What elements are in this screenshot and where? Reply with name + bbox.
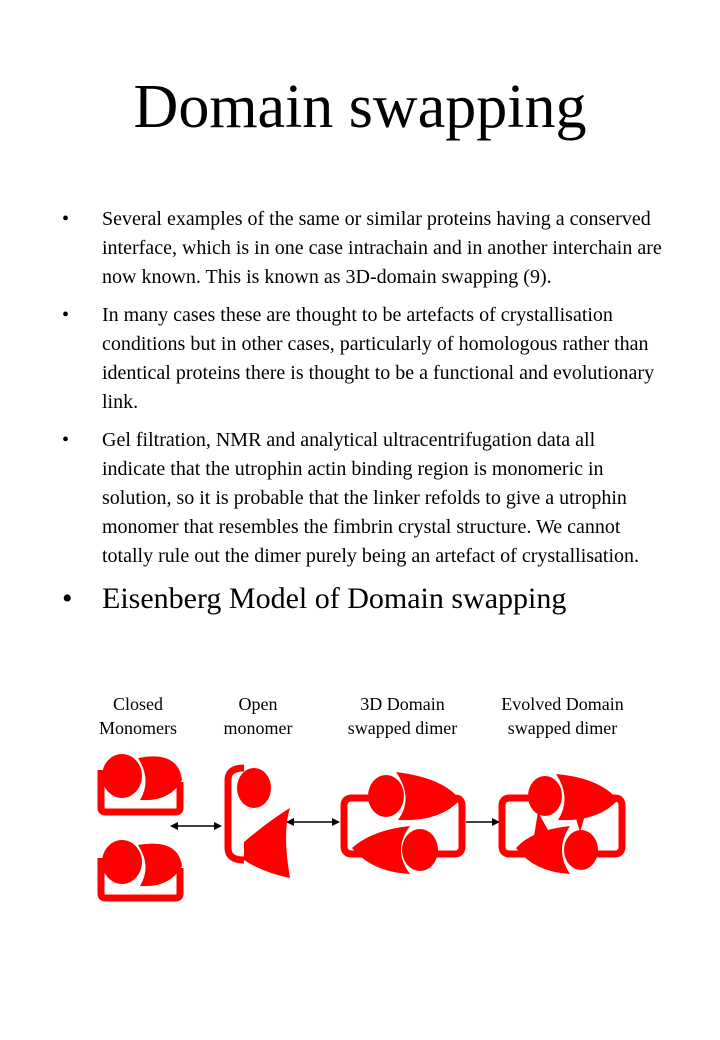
equilibrium-arrow [170,822,222,830]
bullet-item [62,205,662,292]
open-monomer [228,768,290,878]
caption-line: 3D Domain [360,694,445,714]
equilibrium-arrow [286,818,340,826]
caption-line: monomer [223,718,293,738]
bullet-item [62,301,662,417]
subheading-text: Eisenberg Model of Domain swapping [102,582,567,615]
caption-line: swapped dimer [347,718,458,738]
page-title: Domain swapping [133,73,587,141]
caption-closed-monomers [78,692,198,740]
bullet-dot: • [62,429,70,451]
closed-monomer-top [101,754,182,812]
caption-line: Evolved Domain [501,694,624,714]
subheading-item [62,580,662,618]
bullet-text: Several examples of the same or similar proteins having a conserved interface, which is in one case intrachain and in another interchain are now known. This is known as 3D-domain swapping (9). [102,208,662,288]
bullet-list [62,205,662,627]
caption-open-monomer [198,692,318,740]
bullet-dot: • [62,582,73,615]
caption-line: Monomers [99,718,177,738]
caption-line: Open [238,694,278,714]
bullet-item [62,426,662,571]
caption-3d-domain-swapped-dimer [330,692,475,740]
caption-line: swapped dimer [507,718,618,738]
swapped-dimer [344,772,462,874]
bullet-text: In many cases these are thought to be artefacts of crystallisation conditions but in other cases, particularly of homologous rather than identical proteins there is thought to be a functional and evolutionary link. [102,304,655,413]
bullet-text: Gel filtration, NMR and analytical ultracentrifugation data all indicate that the utrophin actin binding region is monomeric in solution, so it is probable that the linker refolds to give a utrophin monomer that resembles the fimbrin crystal structure. We cannot totally rule out the dimer purely being an artefact of crystallisation. [102,429,640,567]
domain-swapping-diagram [0,740,720,920]
closed-monomer-bottom [101,840,182,898]
caption-evolved-domain-swapped-dimer [485,692,640,740]
bullet-dot: • [62,304,70,326]
evolved-swapped-dimer [502,774,622,874]
bullet-dot: • [62,208,70,230]
caption-line: Closed [112,694,163,714]
single-arrow [466,818,500,826]
